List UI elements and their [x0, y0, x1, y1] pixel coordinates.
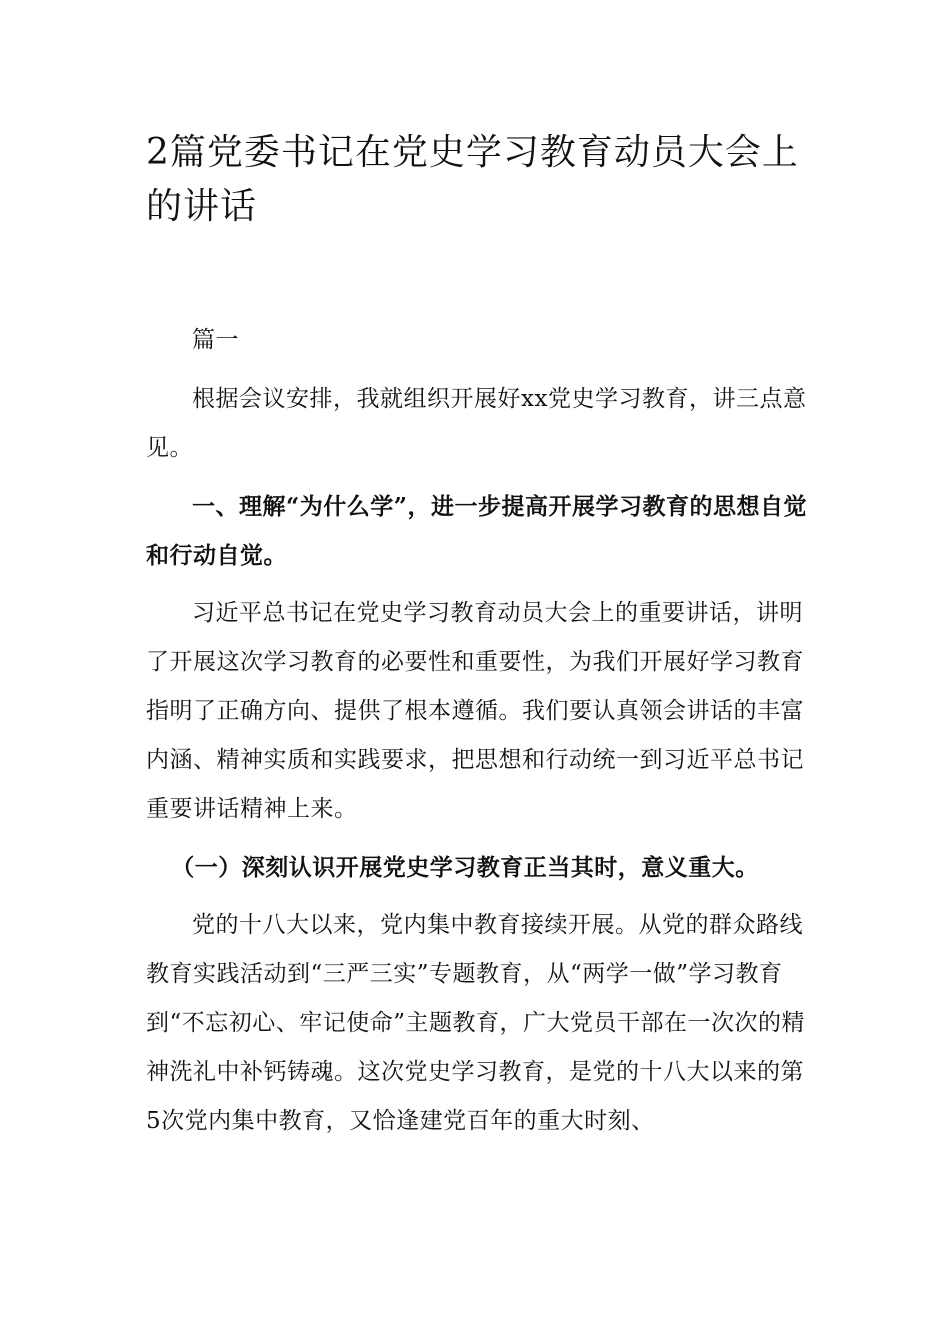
body-paragraph: 习近平总书记在党史学习教育动员大会上的重要讲话，讲明了开展这次学习教育的必要性和重要性，为我们开展好学习教育指明了正确方向、提供了根本遵循。我们要认真领会讲话的丰富内涵、精神实质和实践要求，把思想和行动统一到习近平总书记重要讲话精神上来。	[146, 600, 804, 822]
section-heading: 一、理解“为什么学”，进一步提高开展学习教育的思想自觉和行动自觉。	[146, 493, 807, 569]
subsection-heading: （一）深刻认识开展党史学习教育正当其时，意义重大。	[171, 854, 759, 881]
document-title: 2篇党委书记在党史学习教育动员大会上的讲话	[146, 132, 799, 227]
document-body	[146, 316, 810, 1155]
body-paragraph: 党的十八大以来，党内集中教育接续开展。从党的群众路线教育实践活动到“三严三实”专题教育，从“两学一做”学习教育到“不忘初心、牢记使命”主题教育，广大党员干部在一次次的精神洗礼中补钙铸魂。这次党史学习教育，是党的十八大以来的第5次党内集中教育，又恰逢建党百年的重大时刻、	[146, 912, 806, 1134]
intro-paragraph: 根据会议安排，我就组织开展好xx党史学习教育，讲三点意见。	[146, 386, 807, 461]
section-label: 篇一	[192, 327, 239, 353]
